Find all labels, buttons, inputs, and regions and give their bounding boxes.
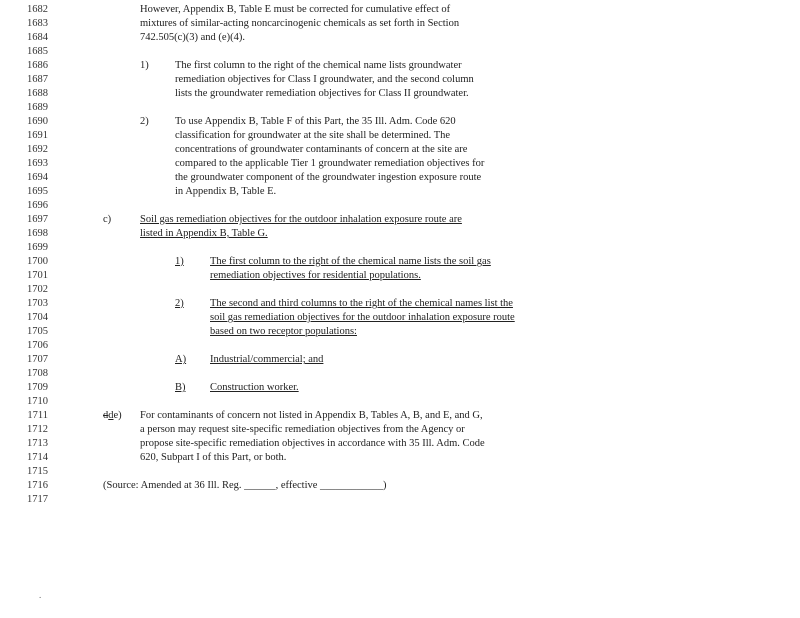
line-number: 1710 [27, 396, 48, 407]
list-marker: B) [175, 382, 186, 393]
line-number: 1688 [27, 88, 48, 99]
line-number: 1715 [27, 466, 48, 477]
list-marker: 1) [175, 256, 184, 267]
line-number: 1685 [27, 46, 48, 57]
body-line: propose site-specific remediation objectives in accordance with 35 Ill. Adm. Code [140, 438, 485, 449]
line-number: 1709 [27, 382, 48, 393]
inserted-text: Soil gas remediation objectives for the outdoor inhalation exposure route are [140, 214, 462, 225]
page-mark: . [39, 590, 42, 600]
struck-text: d [103, 410, 109, 421]
inserted-text: The second and third columns to the right of the chemical names list the [210, 298, 513, 309]
body-line: However, Appendix B, Table E must be corrected for cumulative effect of [140, 4, 451, 15]
body-line: the groundwater component of the groundwater ingestion exposure route [175, 172, 482, 183]
body-line: classification for groundwater at the site shall be determined. The [175, 130, 451, 141]
line-number: 1684 [27, 32, 48, 43]
inserted-text: d [108, 410, 114, 421]
inserted-text: remediation objectives for residential populations. [210, 270, 421, 281]
line-number: 1713 [27, 438, 48, 449]
body-line: For contaminants of concern not listed in Appendix B, Tables A, B, and E, and G, [140, 410, 483, 421]
body-line: The first column to the right of the chemical name lists groundwater [175, 60, 462, 71]
body-line: 620, Subpart I of this Part, or both. [140, 452, 287, 463]
inserted-text: Construction worker. [210, 382, 299, 393]
line-number: 1707 [27, 354, 48, 365]
line-number: 1698 [27, 228, 48, 239]
line-number: 1693 [27, 158, 48, 169]
body-line: lists the groundwater remediation objectives for Class II groundwater. [175, 88, 469, 99]
list-marker: c) [103, 214, 112, 225]
list-marker: 2) [175, 298, 184, 309]
line-number: 1701 [27, 270, 48, 281]
list-marker: 1) [140, 60, 149, 71]
list-marker [103, 409, 122, 422]
body-line: To use Appendix B, Table F of this Part, the 35 Ill. Adm. Code 620 [175, 116, 456, 127]
line-number: 1711 [27, 410, 48, 421]
body-line: mixtures of similar-acting noncarcinogenic chemicals as set forth in Section [140, 18, 460, 29]
inserted-text: The first column to the right of the chemical name lists the soil gas [210, 256, 491, 267]
source-note: (Source: Amended at 36 Ill. Reg. ______, effective ____________) [103, 480, 387, 491]
inserted-text: Industrial/commercial; and [210, 354, 324, 365]
line-number: 1692 [27, 144, 48, 155]
body-line: remediation objectives for Class I groundwater, and the second column [175, 74, 474, 85]
line-number: 1714 [27, 452, 48, 463]
line-number: 1717 [27, 494, 48, 505]
line-number: 1704 [27, 312, 48, 323]
line-number: 1683 [27, 18, 48, 29]
line-number: 1686 [27, 60, 48, 71]
line-number: 1706 [27, 340, 48, 351]
inserted-text: based on two receptor populations: [210, 326, 357, 337]
list-marker: 2) [140, 116, 149, 127]
inserted-text: soil gas remediation objectives for the outdoor inhalation exposure route [210, 312, 515, 323]
line-number: 1703 [27, 298, 48, 309]
body-line: 742.505(c)(3) and (e)(4). [140, 32, 245, 43]
line-number: 1695 [27, 186, 48, 197]
line-number: 1696 [27, 200, 48, 211]
body-line: compared to the applicable Tier 1 groundwater remediation objectives for [175, 158, 485, 169]
line-number: 1699 [27, 242, 48, 253]
line-number: 1687 [27, 74, 48, 85]
body-line: in Appendix B, Table E. [175, 186, 277, 197]
line-number: 1694 [27, 172, 48, 183]
body-line: a person may request site-specific remediation objectives from the Agency or [140, 424, 465, 435]
line-number: 1712 [27, 424, 48, 435]
inserted-text: listed in Appendix B, Table G. [140, 228, 268, 239]
line-number: 1690 [27, 116, 48, 127]
line-number: 1691 [27, 130, 48, 141]
line-number: 1689 [27, 102, 48, 113]
line-number: 1697 [27, 214, 48, 225]
line-number: 1700 [27, 256, 48, 267]
line-number: 1708 [27, 368, 48, 379]
line-number: 1705 [27, 326, 48, 337]
line-number: 1716 [27, 480, 48, 491]
line-number: 1702 [27, 284, 48, 295]
line-number: 1682 [27, 4, 48, 15]
marker-rest: e) [113, 410, 122, 421]
list-marker: A) [175, 354, 187, 365]
body-line: concentrations of groundwater contaminants of concern at the site are [175, 144, 468, 155]
